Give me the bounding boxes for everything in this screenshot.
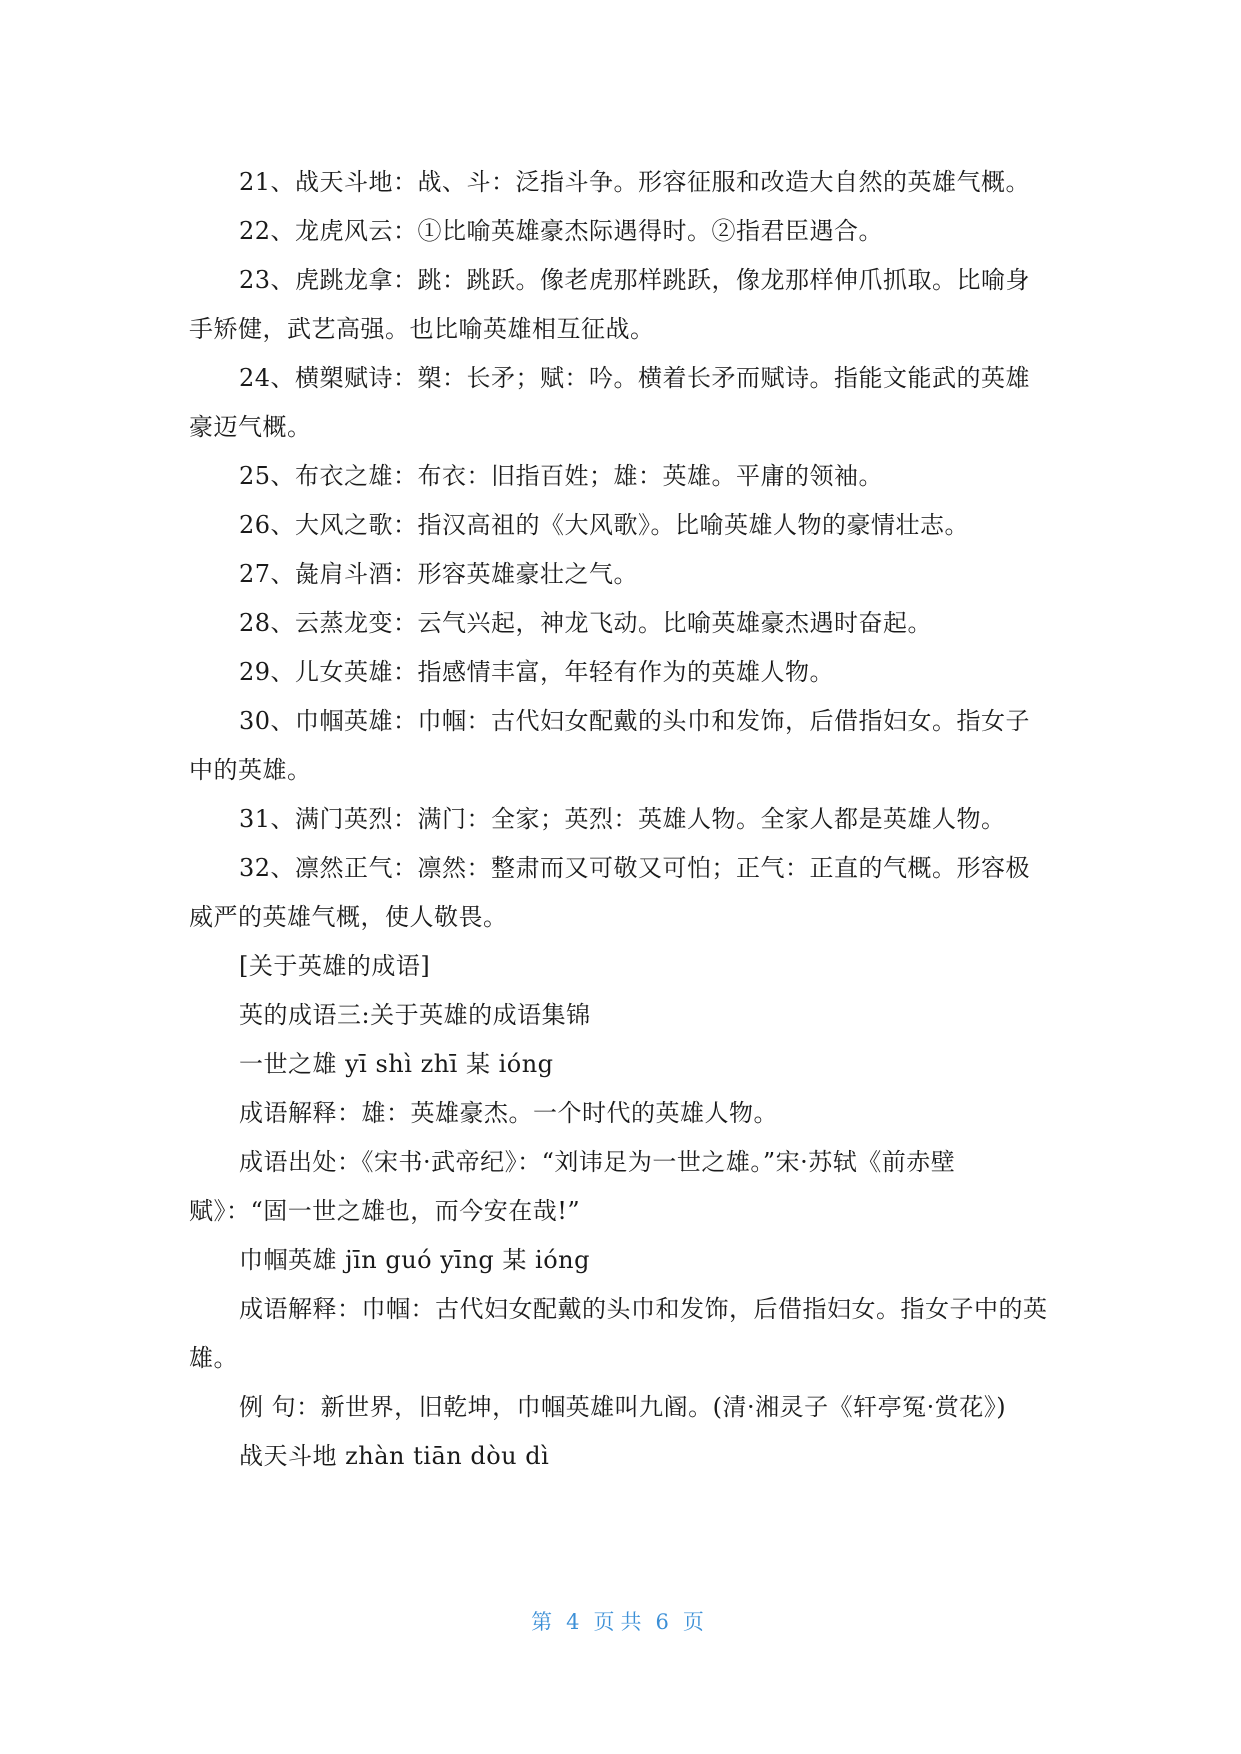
- idiom-entry-26: 26、大风之歌：指汉高祖的《大风歌》。比喻英雄人物的豪情壮志。: [239, 511, 970, 539]
- idiom-entry-31: 31、满门英烈：满门：全家；英烈：英雄人物。全家人都是英雄人物。: [239, 805, 1006, 833]
- idiom-entry-32: 32、凛然正气：凛然：整肃而又可敬又可怕；正气：正直的气概。形容极威严的英雄气概，使人敬畏。: [189, 854, 1031, 931]
- idiom-entry-27: 27、彘肩斗酒：形容英雄豪壮之气。: [239, 560, 639, 588]
- section-tag: [关于英雄的成语]: [239, 952, 431, 980]
- page-label-prefix: 第: [531, 1610, 559, 1634]
- section-heading: 英的成语三:关于英雄的成语集锦: [239, 1001, 591, 1029]
- idiom-entry-22: 22、龙虎风云：①比喻英雄豪杰际遇得时。②指君臣遇合。: [239, 217, 884, 245]
- idiom-entry-28: 28、云蒸龙变：云气兴起，神龙飞动。比喻英雄豪杰遇时奋起。: [239, 609, 933, 637]
- idiom-entry-29: 29、儿女英雄：指感情丰富，年轻有作为的英雄人物。: [239, 658, 835, 686]
- idiom-entry-23: 23、虎跳龙拿：跳：跳跃。像老虎那样跳跃，像龙那样伸爪抓取。比喻身手矫健，武艺高强。也比喻英雄相互征战。: [189, 266, 1031, 343]
- idiom-entry-25: 25、布衣之雄：布衣：旧指百姓；雄：英雄。平庸的领袖。: [239, 462, 884, 490]
- idiom-pinyin-zhantiandoudi: 战天斗地 zhàn tiān dòu dì: [239, 1442, 550, 1470]
- idiom-pinyin-jinguoyingxiong: 巾帼英雄 jīn guó yīng 某 ióng: [239, 1246, 590, 1274]
- page-footer: [0, 1606, 1241, 1636]
- idiom-source: 成语出处：《宋书·武帝纪》：“刘讳足为一世之雄。”宋·苏轼《前赤壁赋》：“固一世之雄也，而今安在哉!”: [189, 1148, 956, 1225]
- idiom-explanation: 成语解释：巾帼：古代妇女配戴的头巾和发饰，后借指妇女。指女子中的英雄。: [189, 1295, 1048, 1372]
- idiom-entry-24: 24、横槊赋诗：槊：长矛；赋：吟。横着长矛而赋诗。指能文能武的英雄豪迈气概。: [189, 364, 1031, 441]
- document-body: [189, 158, 1049, 1481]
- idiom-pinyin-yishizhixiong: 一世之雄 yī shì zhī 某 ióng: [239, 1050, 554, 1078]
- page-total-number: 6: [655, 1610, 675, 1634]
- idiom-entry-30: 30、巾帼英雄：巾帼：古代妇女配戴的头巾和发饰，后借指妇女。指女子中的英雄。: [189, 707, 1031, 784]
- idiom-entry-21: 21、战天斗地：战、斗：泛指斗争。形容征服和改造大自然的英雄气概。: [239, 168, 1031, 196]
- page-label-suffix: 页: [682, 1610, 710, 1634]
- page-label-mid: 页共: [593, 1610, 648, 1634]
- idiom-example-sentence: 例 句：新世界，旧乾坤，巾帼英雄叫九阍。(清·湘灵子《轩亭冤·赏花》): [239, 1393, 1007, 1421]
- page-current-number: 4: [566, 1610, 586, 1634]
- idiom-explanation: 成语解释：雄：英雄豪杰。一个时代的英雄人物。: [239, 1099, 778, 1127]
